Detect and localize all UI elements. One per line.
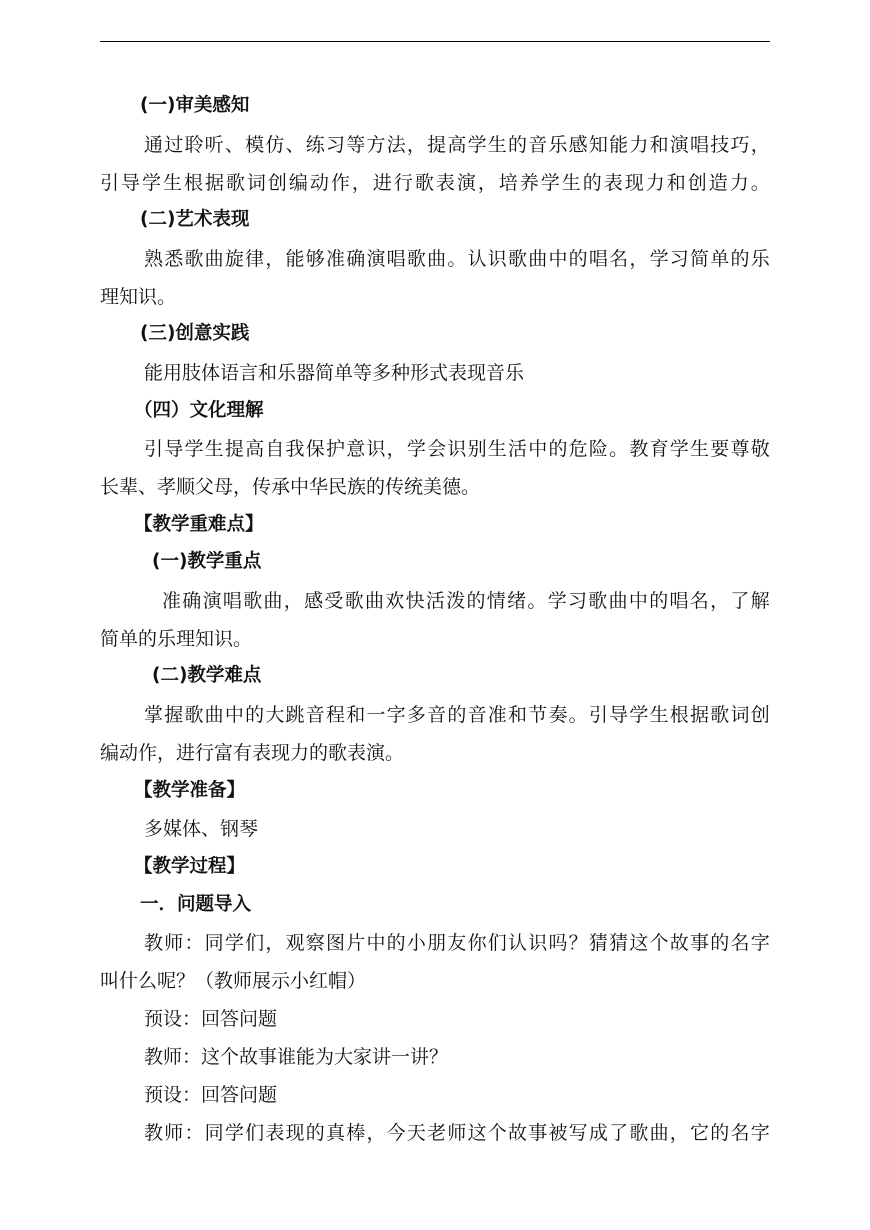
section-heading: 【教学重难点】: [134, 514, 264, 535]
section-heading: (一)审美感知: [140, 95, 250, 116]
paragraph-line: 教师：同学们，观察图片中的小朋友你们认识吗？猜猜这个故事的名字: [144, 932, 770, 954]
paragraph-line: 长辈、孝顺父母，传承中华民族的传统美德。: [100, 476, 481, 498]
header-rule: [100, 41, 770, 42]
paragraph-line: 引导学生根据歌词创编动作，进行歌表演，培养学生的表现力和创造力。: [100, 172, 770, 194]
section-heading: (二)教学难点: [152, 665, 262, 686]
section-heading: (二)艺术表现: [140, 209, 250, 230]
section-heading: 【教学准备】: [134, 780, 246, 801]
paragraph-line: 理知识。: [100, 286, 177, 308]
paragraph-line: 教师：这个故事谁能为大家讲一讲？: [144, 1046, 449, 1068]
paragraph-line: 教师：同学们表现的真棒，今天老师这个故事被写成了歌曲，它的名字: [144, 1122, 770, 1144]
paragraph-line: 预设：回答问题: [144, 1008, 278, 1030]
paragraph-line: 通过聆听、模仿、练习等方法，提高学生的音乐感知能力和演唱技巧，: [144, 134, 770, 156]
section-heading: 【教学过程】: [134, 856, 246, 877]
paragraph-line: 掌握歌曲中的大跳音程和一字多音的音准和节奏。引导学生根据歌词创: [144, 704, 770, 726]
paragraph-line: 简单的乐理知识。: [100, 628, 253, 650]
paragraph-line: 能用肢体语言和乐器简单等多种形式表现音乐: [144, 362, 525, 384]
section-heading: (一)教学重点: [152, 551, 262, 572]
paragraph-line: 编动作，进行富有表现力的歌表演。: [100, 742, 405, 764]
section-heading: (三)创意实践: [140, 323, 250, 344]
paragraph-line: 预设：回答问题: [144, 1084, 278, 1106]
paragraph-line: 准确演唱歌曲，感受歌曲欢快活泼的情绪。学习歌曲中的唱名，了解: [162, 590, 770, 612]
paragraph-line: 多媒体、钢琴: [144, 818, 259, 840]
section-heading: 一．问题导入: [140, 894, 252, 915]
paragraph-line: 叫什么呢？（教师展示小红帽）: [100, 970, 367, 992]
paragraph-line: 引导学生提高自我保护意识，学会识别生活中的危险。教育学生要尊敬: [144, 438, 770, 460]
section-heading: （四）文化理解: [134, 400, 264, 421]
paragraph-line: 熟悉歌曲旋律，能够准确演唱歌曲。认识歌曲中的唱名，学习简单的乐: [144, 248, 770, 270]
